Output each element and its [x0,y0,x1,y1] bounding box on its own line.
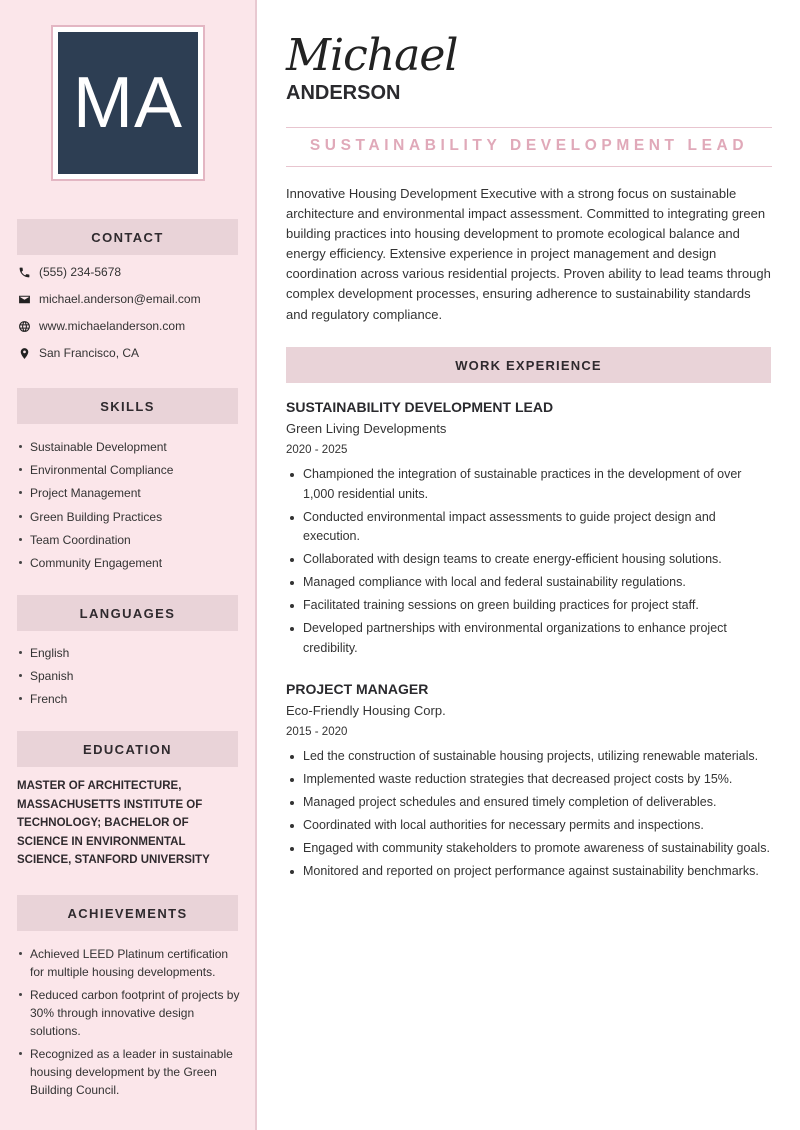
job-bullet: Monitored and reported on project performance against sustainability benchmarks. [286,862,772,882]
contact-location [17,346,139,360]
job-bullets [286,465,772,658]
monogram: MA [58,32,198,174]
contact-heading: CONTACT [17,219,238,255]
language-item: Spanish [17,667,242,685]
job-bullet: Collaborated with design teams to create energy-efficient housing solutions. [286,550,772,570]
sidebar [0,0,257,1130]
phone-icon [17,265,31,279]
job-bullet: Managed compliance with local and federal sustainability regulations. [286,573,772,593]
skill-item: Environmental Compliance [17,461,242,479]
summary: Innovative Housing Development Executive with a strong focus on sustainable architecture and environmental impact assessment. Committed to integrating green building practices into housing development to promote ecological balance and energy efficiency. Extensive experience in project management and design coordination across various residential projects. Proven ability to lead teams through complex development processes, ensuring adherence to sustainability standards and regulatory compliance. [286,186,771,322]
phone-text: (555) 234-5678 [39,265,122,279]
first-name: Michael [286,30,458,81]
job-company: Green Living Developments [286,421,447,436]
job-bullet: Managed project schedules and ensured timely completion of deliverables. [286,793,772,813]
job-dates: 2015 - 2020 [286,726,348,738]
job-bullet: Engaged with community stakeholders to promote awareness of sustainability goals. [286,839,772,859]
job-role: SUSTAINABILITY DEVELOPMENT LEAD [286,399,554,415]
achievement-item: Recognized as a leader in sustainable housing development by the Green Building Council. [17,1045,242,1099]
title-rule-top [286,127,772,128]
website-text: www.michaelanderson.com [39,319,186,333]
skill-item: Green Building Practices [17,508,242,526]
location-pin-icon [17,346,31,360]
location-text: San Francisco, CA [39,346,140,360]
globe-icon [17,319,31,333]
contact-website[interactable] [17,319,185,333]
skills-list [17,438,242,572]
language-item: French [17,690,242,708]
contact-email[interactable] [17,292,201,306]
email-text: michael.anderson@email.com [39,292,201,306]
email-icon [17,292,31,306]
job-bullet: Facilitated training sessions on green building practices for project staff. [286,596,772,616]
job-title: SUSTAINABILITY DEVELOPMENT LEAD [309,137,749,154]
achievements-heading: ACHIEVEMENTS [17,895,238,931]
job-bullet: Coordinated with local authorities for necessary permits and inspections. [286,816,772,836]
job-entry [286,397,772,662]
job-bullets [286,747,772,882]
skill-item: Community Engagement [17,554,242,572]
job-dates: 2020 - 2025 [286,444,348,456]
contact-phone[interactable] [17,265,121,279]
last-name: ANDERSON [286,82,401,104]
achievements-list [17,945,242,1099]
job-role: PROJECT MANAGER [286,681,429,697]
job-company: Eco-Friendly Housing Corp. [286,703,446,718]
job-bullet: Championed the integration of sustainable practices in the development of over 1,000 residential units. [286,465,772,504]
education-text: MASTER OF ARCHITECTURE, MASSACHUSETTS INSTITUTE OF TECHNOLOGY; BACHELOR OF SCIENCE IN ENVIRONMENTAL SCIENCE, STANFORD UNIVERSITY [17,780,210,866]
work-experience-heading: WORK EXPERIENCE [286,347,771,383]
job-bullet: Developed partnerships with environmental organizations to enhance project credibility. [286,619,772,658]
achievement-item: Achieved LEED Platinum certification for multiple housing developments. [17,945,242,981]
monogram-frame [51,25,205,181]
skill-item: Project Management [17,484,242,502]
languages-heading: LANGUAGES [17,595,238,631]
skill-item: Team Coordination [17,531,242,549]
job-bullet: Led the construction of sustainable housing projects, utilizing renewable materials. [286,747,772,767]
education-heading: EDUCATION [17,731,238,767]
skills-heading: SKILLS [17,388,238,424]
title-rule-bottom [286,166,772,167]
job-entry [286,679,772,885]
job-bullet: Conducted environmental impact assessments to guide project design and execution. [286,508,772,547]
job-bullet: Implemented waste reduction strategies that decreased project costs by 15%. [286,770,772,790]
skill-item: Sustainable Development [17,438,242,456]
languages-list [17,644,242,708]
achievement-item: Reduced carbon footprint of projects by 30% through innovative design solutions. [17,986,242,1040]
language-item: English [17,644,242,662]
